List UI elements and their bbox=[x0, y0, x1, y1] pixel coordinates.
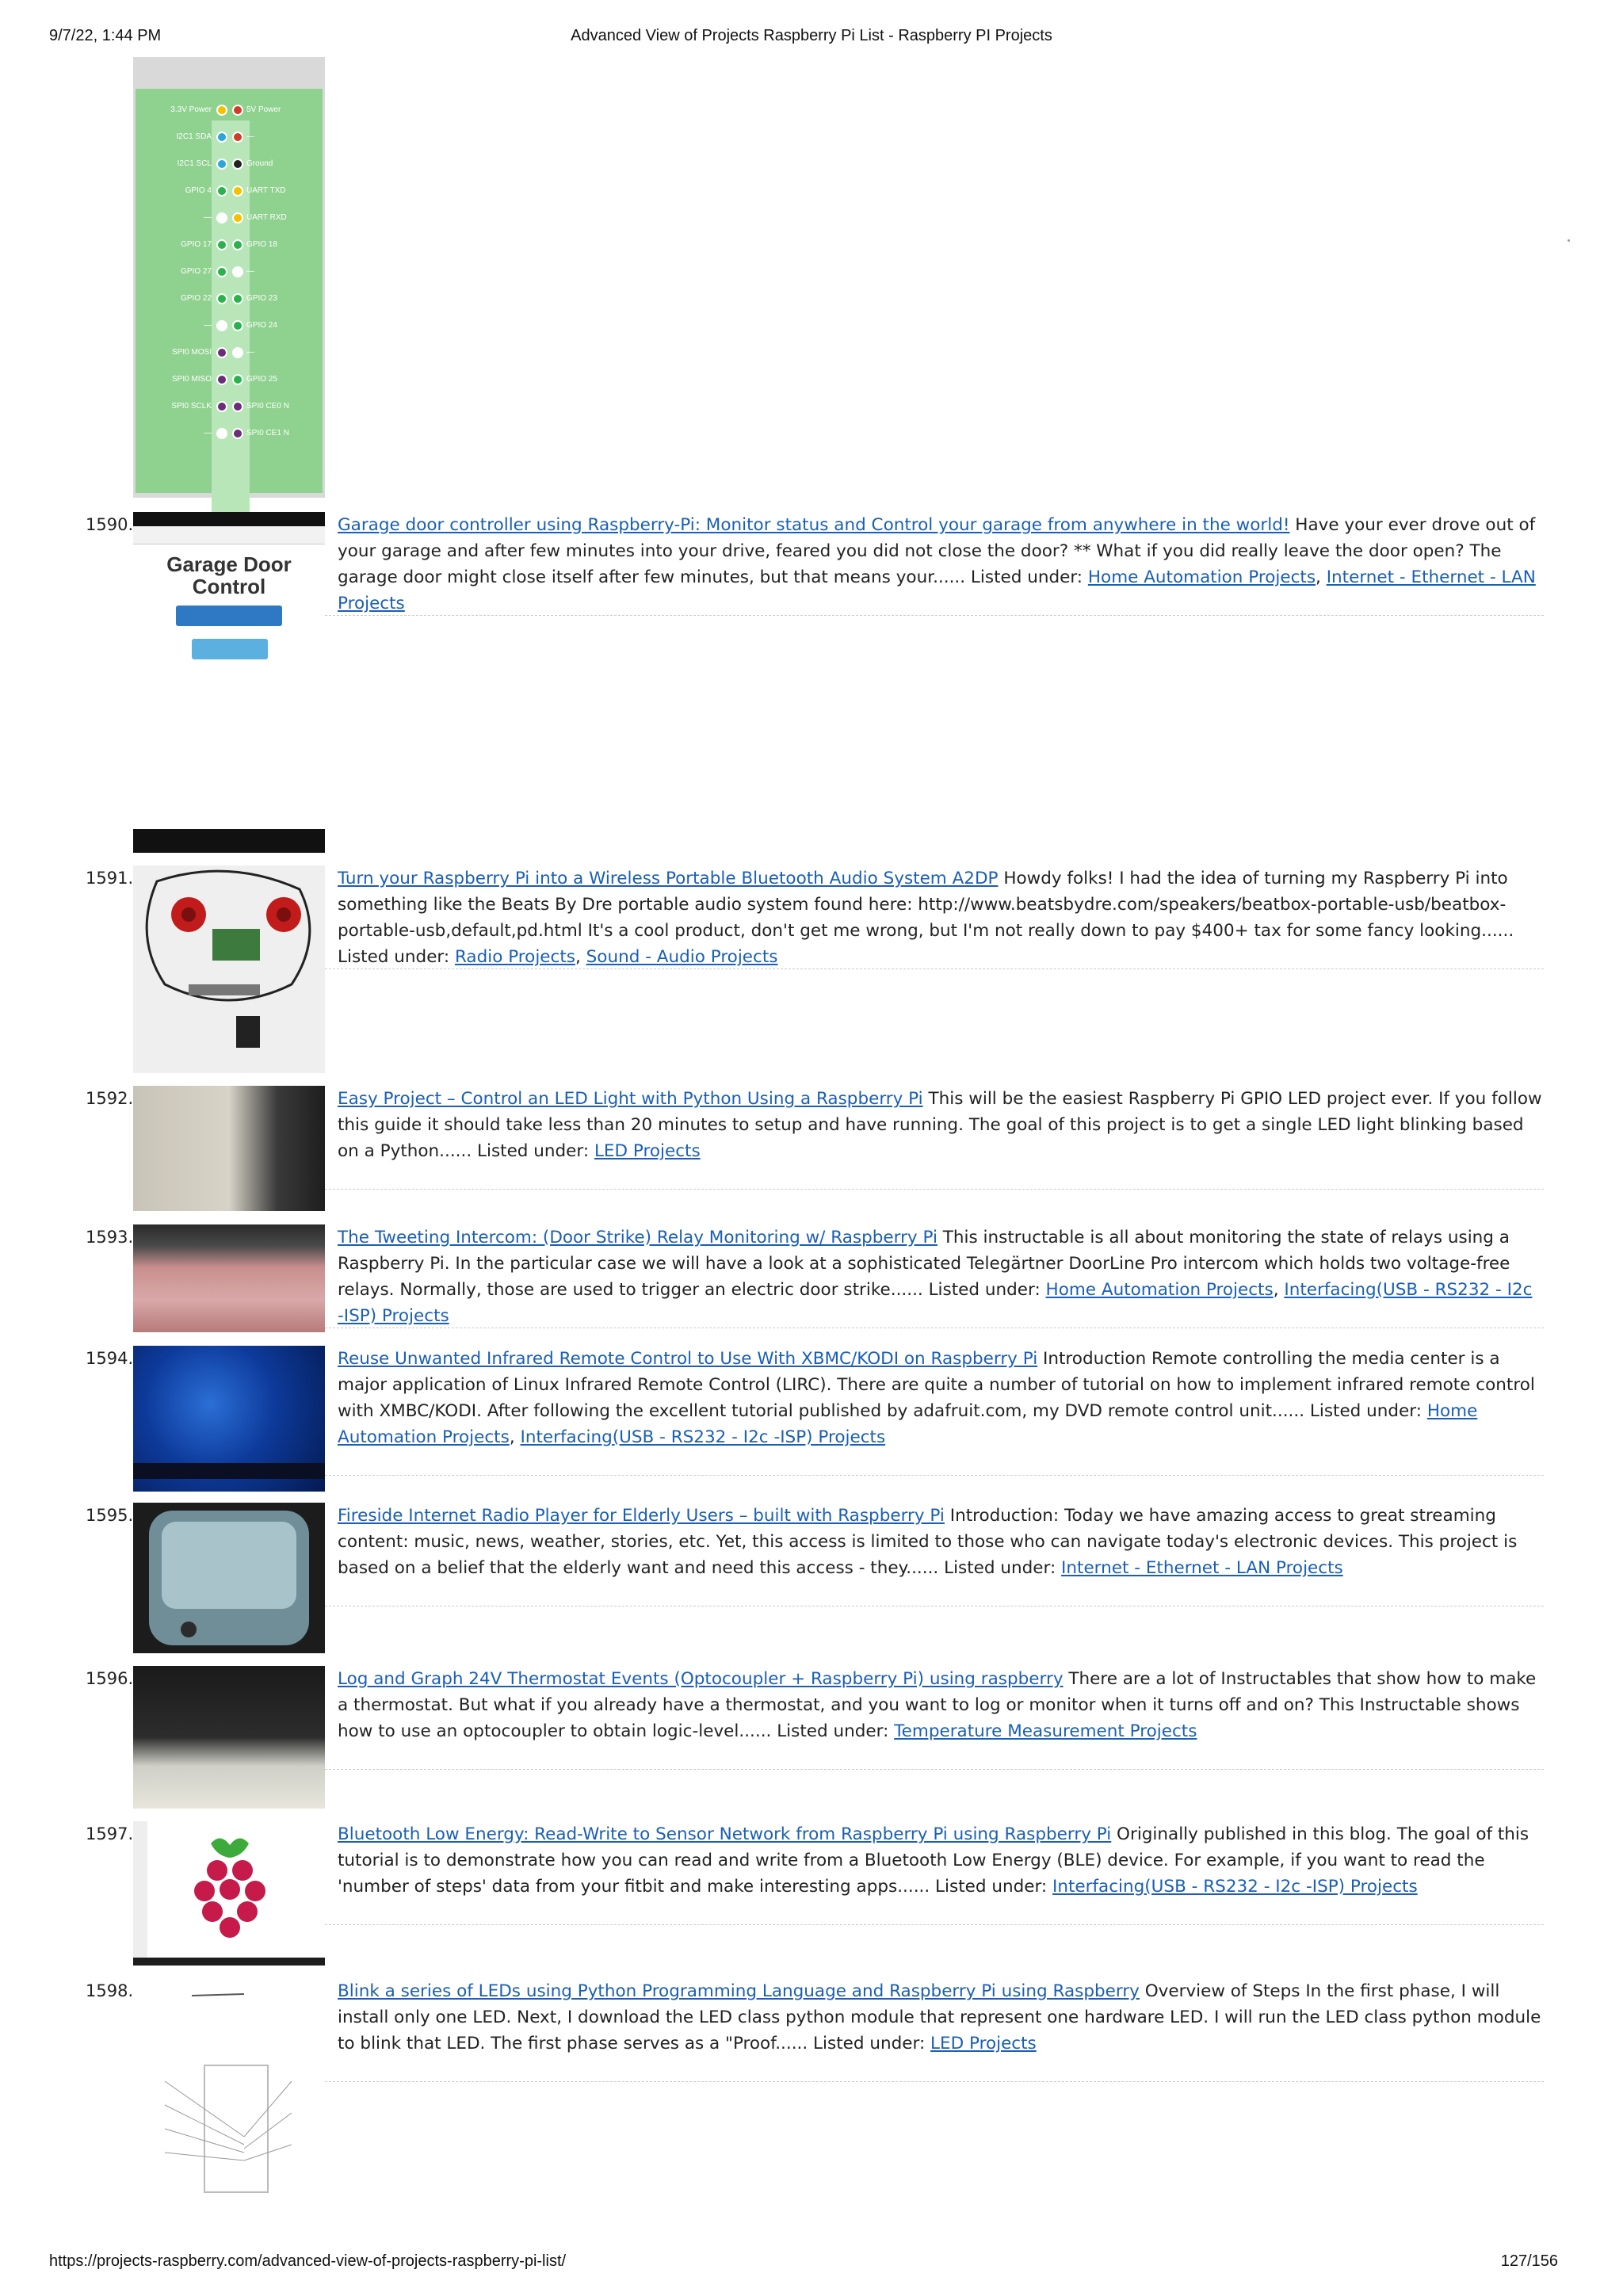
entry-number: 1596. bbox=[86, 1669, 134, 1688]
gpio-pin-row bbox=[136, 426, 323, 442]
gpio-pin-label-right: — bbox=[246, 132, 254, 141]
category-link[interactable]: LED Projects bbox=[594, 1141, 701, 1161]
print-page-title: Advanced View of Projects Raspberry Pi List - Raspberry PI Projects bbox=[571, 27, 1052, 44]
entry-text: Turn your Raspberry Pi into a Wireless Portable Bluetooth Audio System A2DP Howdy folks! I had the idea of turning my Raspberry Pi into something like the Beats By Dre portable audio system found here: http://www.beatsbydre.com/speakers/beatbox-portable-usb/beatbox-portable-usb,default,pd.html It's a cool product, don't get me wrong, but I'm not really down to pay $400+ tax for some fancy looking...... Listed under: Radio Projects, Sound - Audio Projects bbox=[338, 869, 1514, 967]
entry-thumbnail[interactable] bbox=[133, 512, 325, 853]
phone-url-bar bbox=[133, 526, 325, 544]
entry-thumbnail[interactable] bbox=[133, 1503, 325, 1653]
gpio-pin-row bbox=[136, 292, 323, 308]
entry-title-link[interactable]: Reuse Unwanted Infrared Remote Control to Use With XBMC/KODI on Raspberry Pi bbox=[338, 1349, 1038, 1369]
entry-thumbnail[interactable] bbox=[133, 1224, 325, 1332]
print-page-number: 127/156 bbox=[1500, 2252, 1558, 2270]
gpio-pin-marker bbox=[232, 347, 243, 358]
entry-title-link[interactable]: Fireside Internet Radio Player for Elderly Users – built with Raspberry Pi bbox=[338, 1506, 945, 1526]
gpio-pin-row bbox=[136, 130, 323, 146]
category-link[interactable]: LED Projects bbox=[930, 2034, 1037, 2053]
category-link[interactable]: Home Automation Projects bbox=[1087, 567, 1316, 587]
entry-description: Howdy folks! I had the idea of turning my Raspberry Pi into something like the Beats By Dre portable audio system found here: http://www.beatsbydre.com/speakers/beatbox-portable-usb/beatbox-portable-usb,default,pd.html It's a cool product, don't get me wrong, but I'm not really down to pay $400+ tax for some fancy looking...... Listed under: bbox=[338, 869, 1514, 967]
gpio-pin-row bbox=[136, 265, 323, 281]
gpio-pin-marker bbox=[216, 159, 227, 170]
gpio-pin-label-right: SPI0 CE1 N bbox=[246, 429, 289, 437]
entry-text: Garage door controller using Raspberry-Pi: Monitor status and Control your garage from anywhere in the world! Have your ever drove out of your garage and after few minutes into your drive, feared you did not close the door? ** What if you did really leave the door open? The garage door might close itself after few minutes, but that means your...... Listed under: Home Automation Projects, Internet - Ethernet - LAN Projects bbox=[338, 515, 1536, 613]
gpio-pin-label-left: I2C1 SDA bbox=[176, 132, 212, 141]
entry-separator bbox=[325, 2081, 1544, 2082]
category-link[interactable]: Interfacing(USB - RS232 - I2c -ISP) Projects bbox=[520, 1427, 886, 1447]
gpio-pin-marker bbox=[232, 320, 243, 331]
gpio-pin-marker bbox=[216, 185, 227, 197]
thumb-button-secondary bbox=[192, 639, 268, 659]
entry-number: 1594. bbox=[86, 1349, 134, 1368]
entry-title-link[interactable]: Easy Project – Control an LED Light with Python Using a Raspberry Pi bbox=[338, 1089, 923, 1109]
category-link[interactable]: Sound - Audio Projects bbox=[586, 947, 778, 967]
gpio-pin-row bbox=[136, 238, 323, 254]
gpio-pin-label-left: SPI0 MOSI bbox=[171, 348, 212, 357]
entry-text bbox=[338, 1978, 1544, 2057]
gpio-pin-label-right: GPIO 24 bbox=[246, 321, 277, 330]
gpio-pin-marker bbox=[232, 105, 243, 116]
gpio-pin-label-right: GPIO 23 bbox=[246, 294, 277, 303]
gpio-pin-marker bbox=[232, 374, 243, 385]
entry-description: Overview of Steps In the first phase, I will install only one LED. Next, I download the LED class python module that represent one hardware LED. I will run the LED class python module to blink that LED. The first phase serves as a "Proof...... Listed under: bbox=[338, 1981, 1541, 2053]
entry-number: 1598. bbox=[86, 1981, 134, 2000]
gpio-pin-marker bbox=[216, 401, 227, 412]
entry-thumbnail[interactable] bbox=[133, 1821, 325, 1966]
entry-description: Originally published in this blog. The goal of this tutorial is to demonstrate how you can read and write from a Bluetooth Low Energy (BLE) device. For example, if you want to read the 'number of steps' data from your fitbit and make interesting apps...... Listed under: bbox=[338, 1824, 1529, 1897]
gpio-pin-marker bbox=[232, 266, 243, 277]
category-link[interactable]: Interfacing(USB - RS232 - I2c -ISP) Projects bbox=[1052, 1877, 1418, 1897]
gpio-pin-label-left: 3.3V Power bbox=[170, 105, 212, 114]
entry-description: Introduction: Today we have amazing access to great streaming content: music, news, weather, stories, etc. Yet, this access is limited to those who can navigate today's electronic devices. This project is based on a belief that the elderly want and need this access - they...... Listed under: bbox=[338, 1506, 1518, 1578]
gpio-pin-row bbox=[136, 372, 323, 388]
entry-title-link[interactable]: Log and Graph 24V Thermostat Events (Optocoupler + Raspberry Pi) using raspberry bbox=[338, 1669, 1064, 1689]
gpio-pin-row bbox=[136, 399, 323, 415]
entry-thumbnail[interactable] bbox=[133, 1346, 325, 1492]
gpio-pin-marker bbox=[232, 185, 243, 197]
entry-number: 1595. bbox=[86, 1506, 134, 1525]
entry-thumbnail[interactable] bbox=[133, 1666, 325, 1809]
gpio-pin-label-left: — bbox=[204, 429, 212, 437]
entry-thumbnail[interactable] bbox=[133, 1978, 325, 2208]
category-link[interactable]: Internet - Ethernet - LAN Projects bbox=[338, 567, 1536, 613]
raspberry-pi-logo bbox=[133, 1821, 325, 1966]
gpio-pin-marker bbox=[216, 320, 227, 331]
entry-description: This instructable is all about monitoring the state of relays using a Raspberry Pi. In the particular case we will have a look at a sophisticated Telegärtner DoorLine Pro intercom which holds two voltage-free relays. Normally, those are used to trigger an electric door strike...... Listed under: bbox=[338, 1228, 1510, 1300]
entry-separator bbox=[325, 615, 1544, 616]
radio-player-photo bbox=[133, 1503, 325, 1653]
entry-separator bbox=[325, 1769, 1544, 1770]
entry-description: Have your ever drove out of your garage and after few minutes into your drive, feared you did not close the door? ** What if you did really leave the door open? The garage door might close itself after few minutes, but that means your...... Listed under: bbox=[338, 515, 1536, 587]
gpio-pin-label-left: I2C1 SCL bbox=[177, 159, 212, 168]
entry-title-link[interactable]: The Tweeting Intercom: (Door Strike) Relay Monitoring w/ Raspberry Pi bbox=[338, 1228, 938, 1247]
entry-title-link[interactable]: Garage door controller using Raspberry-Pi: Monitor status and Control your garage from anywhere in the world! bbox=[338, 515, 1290, 535]
entry-separator bbox=[325, 1189, 1544, 1190]
category-link[interactable]: Radio Projects bbox=[454, 947, 575, 967]
led-circuit-sketch bbox=[133, 1978, 325, 2208]
gpio-pin-marker bbox=[216, 105, 227, 116]
gpio-pin-label-left: — bbox=[204, 321, 212, 330]
category-link[interactable]: Home Automation Projects bbox=[1045, 1280, 1274, 1300]
entry-number: 1591. bbox=[86, 869, 134, 888]
gpio-pin-label-left: GPIO 4 bbox=[185, 186, 212, 195]
gpio-pin-row bbox=[136, 184, 323, 200]
entry-separator bbox=[325, 968, 1544, 969]
gpio-pin-marker bbox=[216, 239, 227, 250]
gpio-pin-label-left: GPIO 17 bbox=[181, 240, 212, 249]
gpio-pin-label-right: — bbox=[246, 348, 254, 357]
gpio-pinout-board bbox=[136, 89, 323, 493]
gpio-pin-label-right: GPIO 18 bbox=[246, 240, 277, 249]
gpio-pin-marker bbox=[216, 347, 227, 358]
entry-title-link[interactable]: Turn your Raspberry Pi into a Wireless Portable Bluetooth Audio System A2DP bbox=[338, 869, 999, 888]
gpio-pin-label-right: UART RXD bbox=[246, 213, 287, 222]
gpio-pin-label-left: GPIO 22 bbox=[181, 294, 212, 303]
gpio-pin-row bbox=[136, 157, 323, 173]
gpio-pin-label-right: GPIO 25 bbox=[246, 375, 277, 384]
entry-separator bbox=[325, 1924, 1544, 1925]
gpio-pin-row bbox=[136, 319, 323, 334]
gpio-pin-label-left: SPI0 MISO bbox=[171, 375, 212, 384]
entry-title-link[interactable]: Bluetooth Low Energy: Read-Write to Sensor Network from Raspberry Pi using Raspberry Pi bbox=[338, 1824, 1112, 1844]
gpio-pin-marker bbox=[232, 428, 243, 439]
gpio-pin-marker bbox=[232, 239, 243, 250]
gpio-pin-label-right: 5V Power bbox=[246, 105, 281, 114]
gpio-pin-label-left: GPIO 27 bbox=[181, 267, 212, 276]
decorative-dot bbox=[1568, 239, 1570, 242]
entry-text bbox=[338, 1666, 1544, 1744]
thumb-title: Garage Door Control bbox=[166, 552, 292, 598]
gpio-pin-label-right: — bbox=[246, 267, 254, 276]
entry-text bbox=[338, 1086, 1544, 1164]
entry-title-link[interactable]: Blink a series of LEDs using Python Programming Language and Raspberry Pi using Raspberry bbox=[338, 1981, 1140, 2001]
entry-thumbnail[interactable] bbox=[133, 1086, 325, 1211]
gpio-pin-label-left: SPI0 SCLK bbox=[171, 402, 212, 411]
gpio-pin-row bbox=[136, 346, 323, 361]
category-link[interactable]: Internet - Ethernet - LAN Projects bbox=[1061, 1558, 1343, 1578]
print-datetime: 9/7/22, 1:44 PM bbox=[49, 27, 162, 44]
gpio-pin-marker bbox=[232, 132, 243, 143]
entry-text bbox=[338, 1503, 1544, 1581]
gpio-pin-row bbox=[136, 211, 323, 227]
gpio-pin-marker bbox=[216, 212, 227, 223]
entry-thumbnail[interactable] bbox=[133, 865, 325, 1073]
category-link[interactable]: Interfacing(USB - RS232 - I2c -ISP) Projects bbox=[338, 1280, 1533, 1326]
entry-number: 1593. bbox=[86, 1228, 134, 1247]
gpio-pin-marker bbox=[216, 132, 227, 143]
entry-description: Introduction Remote controlling the media center is a major application of Linux Infrared Remote Control (LIRC). There are quite a number of tutorial on how to implement infrared remote control with XMBC/KODI. After following the excellent tutorial published by adafruit.com, my DVD remote control unit...... Listed under: bbox=[338, 1349, 1535, 1421]
category-link[interactable]: Temperature Measurement Projects bbox=[894, 1721, 1197, 1741]
gpio-pin-label-left: — bbox=[204, 213, 212, 222]
gpio-pin-label-right: SPI0 CE0 N bbox=[246, 402, 289, 411]
gpio-pinout-image bbox=[133, 57, 325, 498]
entry-description: There are a lot of Instructables that show how to make a thermostat. But what if you already have a thermostat, and you want to log or monitor when it turns off and on? This Instructable shows how to use an optocoupler to obtain logic-level...... Listed under: bbox=[338, 1669, 1537, 1741]
kodi-menu-bar bbox=[133, 1463, 325, 1479]
gpio-pin-label-right: UART TXD bbox=[246, 186, 286, 195]
entry-number: 1597. bbox=[86, 1824, 134, 1843]
gpio-pin-marker bbox=[216, 428, 227, 439]
gpio-pin-marker bbox=[216, 266, 227, 277]
entry-number: 1590. bbox=[86, 515, 134, 534]
category-link[interactable]: Home Automation Projects bbox=[338, 1401, 1478, 1447]
gpio-pin-marker bbox=[232, 293, 243, 304]
entry-text bbox=[338, 1821, 1544, 1900]
gpio-pin-label-right: Ground bbox=[246, 159, 273, 168]
entry-text: The Tweeting Intercom: (Door Strike) Relay Monitoring w/ Raspberry Pi This instructable is all about monitoring the state of relays using a Raspberry Pi. In the particular case we will have a look at a sophisticated Telegärtner DoorLine Pro intercom which holds two voltage-free relays. Normally, those are used to trigger an electric door strike...... Listed under: Home Automation Projects, Interfacing(USB - RS232 - I2c -ISP) Projects bbox=[338, 1228, 1533, 1326]
gpio-pin-row bbox=[136, 103, 323, 119]
print-url: https://projects-raspberry.com/advanced-view-of-projects-raspberry-pi-list/ bbox=[49, 2252, 567, 2270]
gpio-pin-marker bbox=[232, 401, 243, 412]
gpio-pin-marker bbox=[232, 159, 243, 170]
entry-separator bbox=[325, 1475, 1544, 1476]
bluetooth-speaker-photo bbox=[133, 865, 325, 1073]
thumb-button-primary bbox=[176, 606, 282, 626]
gpio-pin-marker bbox=[216, 374, 227, 385]
gpio-pin-marker bbox=[232, 212, 243, 223]
gpio-pin-marker bbox=[216, 293, 227, 304]
phone-nav-bar bbox=[133, 829, 325, 853]
entry-text: Reuse Unwanted Infrared Remote Control to Use With XBMC/KODI on Raspberry Pi Introduction Remote controlling the media center is a major application of Linux Infrared Remote Control (LIRC). There are quite a number of tutorial on how to implement infrared remote control with XMBC/KODI. After following the excellent tutorial published by adafruit.com, my DVD remote control unit...... Listed under: Home Automation Projects, Interfacing(USB - RS232 - I2c -ISP) Projects bbox=[338, 1349, 1535, 1447]
entry-description: This will be the easiest Raspberry Pi GPIO LED project ever. If you follow this guide it should take less than 20 minutes to setup and have running. The goal of this project is to get a single LED light blinking based on a Python...... Listed under: bbox=[338, 1089, 1542, 1161]
phone-status-bar bbox=[133, 512, 325, 526]
entry-number: 1592. bbox=[86, 1089, 134, 1108]
